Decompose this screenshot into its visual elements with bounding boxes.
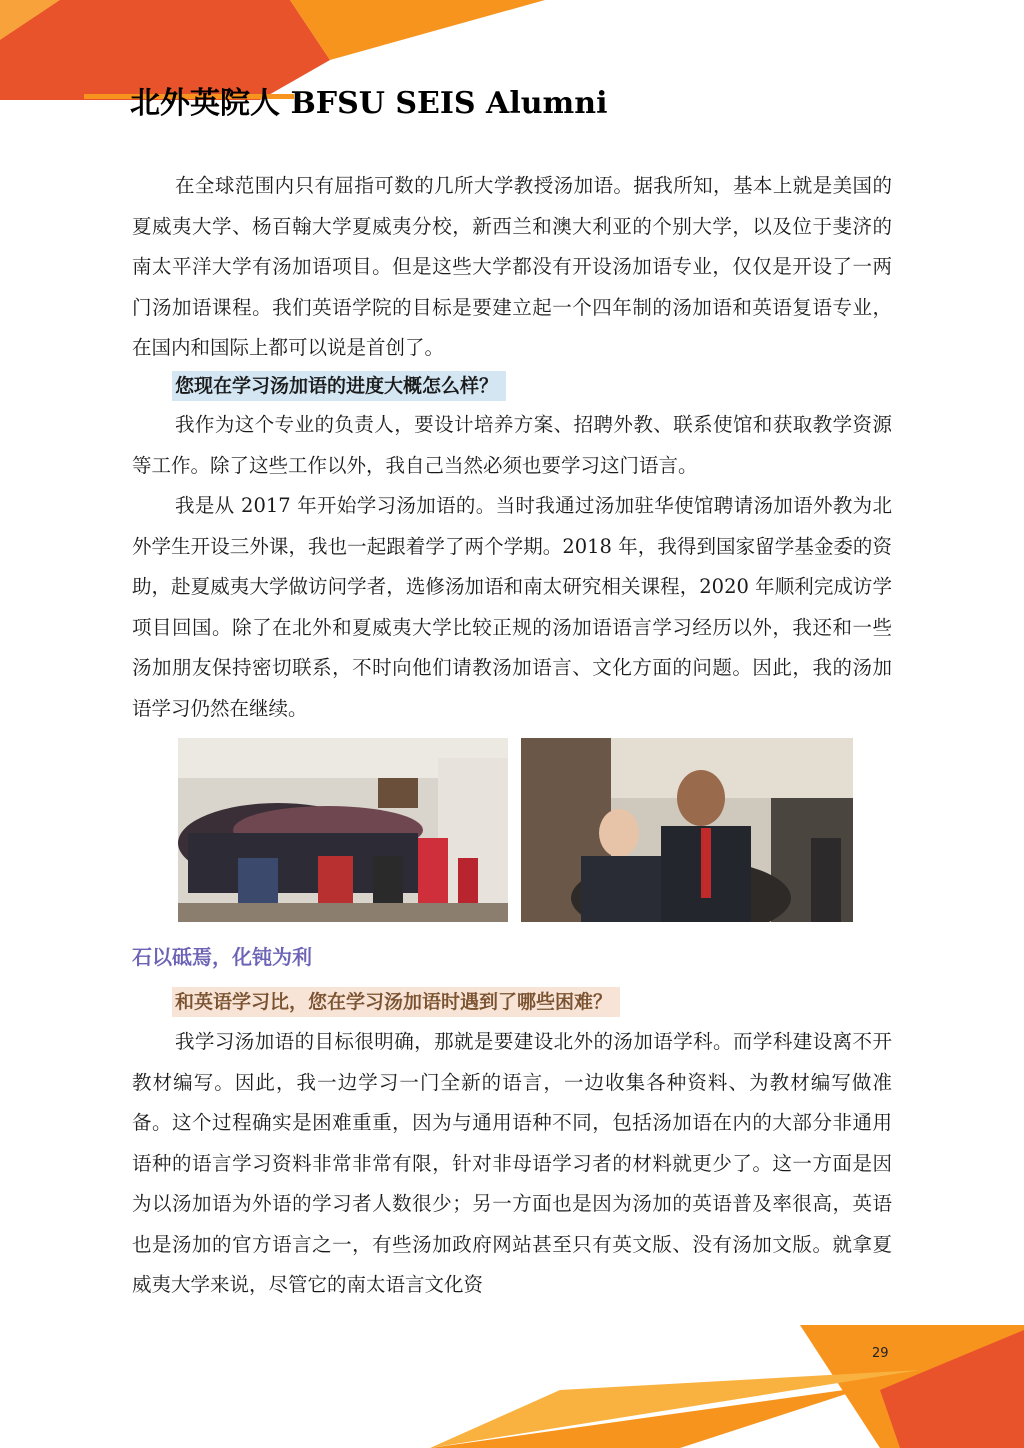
question-2: 和英语学习比，您在学习汤加语时遇到了哪些困难？ — [172, 987, 620, 1017]
question-1: 您现在学习汤加语的进度大概怎么样？ — [172, 371, 506, 401]
portrait-photo — [521, 738, 853, 922]
header-title: 北外英院人 BFSU SEIS Alumni — [130, 86, 608, 121]
paragraph-2: 我作为这个专业的负责人，要设计培养方案、招聘外教、联系使馆和获取教学资源等工作。除了这些工作以外，我自己当然必须也要学习这门语言。 — [132, 413, 892, 477]
section-heading: 石以砥焉，化钝为利 — [132, 945, 312, 969]
paragraph-3: 我是从 2017 年开始学习汤加语的。当时我通过汤加驻华使馆聘请汤加语外教为北外学生开设三外课，我也一起跟着学了两个学期。2018 年，我得到国家留学基金委的资助，赴夏威夷大学做访问学者，选修汤加语和南太研究相关课程，2020 年顺利完成访学项目回国。除了在北外和夏威夷大学比较正规的汤加语语言学习经历以外，我还和一些汤加朋友保持密切联系，不时向他们请教汤加语言、文化方面的问题。因此，我的汤加语学习仍然在继续。 — [132, 494, 892, 720]
paragraph-1: 在全球范围内只有屈指可数的几所大学教授汤加语。据我所知，基本上就是美国的夏威夷大学、杨百翰大学夏威夷分校，新西兰和澳大利亚的个别大学，以及位于斐济的南太平洋大学有汤加语项目。但是这些大学都没有开设汤加语专业，仅仅是开设了一两门汤加语课程。我们英语学院的目标是要建立起一个四年制的汤加语和英语复语专业，在国内和国际上都可以说是首创了。 — [132, 174, 892, 359]
paragraph-4: 我学习汤加语的目标很明确，那就是要建设北外的汤加语学科。而学科建设离不开教材编写。因此，我一边学习一门全新的语言，一边收集各种资料、为教材编写做准备。这个过程确实是困难重重，因为与通用语种不同，包括汤加语在内的大部分非通用语种的语言学习资料非常非常有限，针对非母语学习者的材料就更少了。这一方面是因为以汤加语为外语的学习者人数很少；另一方面也是因为汤加的英语普及率很高，英语也是汤加的官方语言之一，有些汤加政府网站甚至只有英文版、没有汤加文版。就拿夏威夷大学来说，尽管它的南太语言文化资 — [132, 1030, 892, 1296]
page-number: 29 — [872, 1346, 889, 1361]
group-photo — [178, 738, 508, 922]
